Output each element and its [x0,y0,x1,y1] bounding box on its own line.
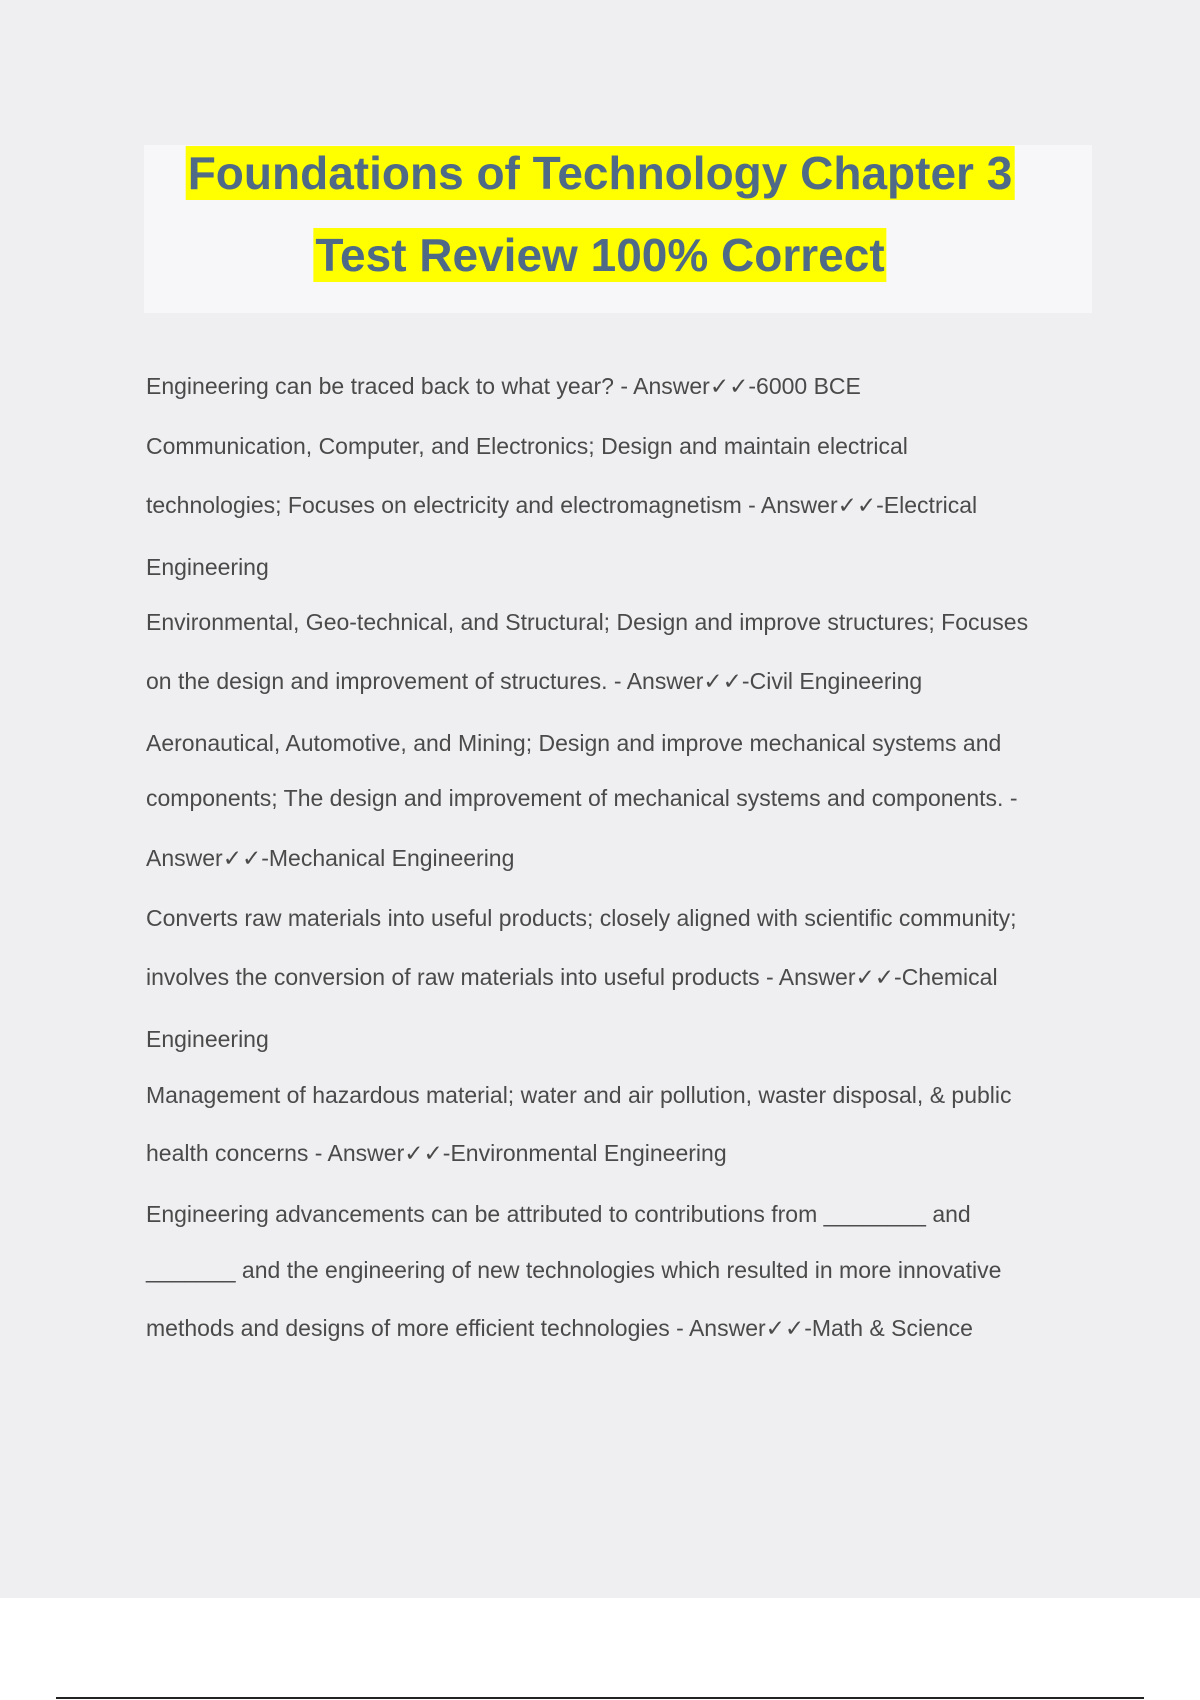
text-line: _______ and the engineering of new technologies which resulted in more innovative [146,1257,1002,1283]
text-line: health concerns - Answer✓✓-Environmental Engineering [146,1140,727,1166]
text-line: Management of hazardous material; water and air pollution, waster disposal, & public [146,1082,1012,1108]
text-line: Environmental, Geo-technical, and Structural; Design and improve structures; Focuses [146,609,1029,635]
text-line: Engineering [146,1026,269,1052]
text-line: Engineering [146,554,269,580]
footer-divider [56,1697,1144,1699]
text-line: Answer✓✓-Mechanical Engineering [146,845,515,871]
text-line: Engineering advancements can be attributed to contributions from ________ and [146,1201,971,1227]
text-line: technologies; Focuses on electricity and electromagnetism - Answer✓✓-Electrical [146,492,978,518]
document-title-line-1: Foundations of Technology Chapter 3 [187,147,1013,199]
text-line: Aeronautical, Automotive, and Mining; Design and improve mechanical systems and [146,730,1002,756]
document-title-line-2: Test Review 100% Correct [315,229,885,281]
text-line: Engineering can be traced back to what year? - Answer✓✓-6000 BCE [146,373,861,399]
text-line: on the design and improvement of structures. - Answer✓✓-Civil Engineering [146,668,923,694]
text-line: components; The design and improvement of mechanical systems and components. - [146,785,1018,811]
text-line: involves the conversion of raw materials into useful products - Answer✓✓-Chemical [146,964,998,990]
text-line: methods and designs of more efficient technologies - Answer✓✓-Math & Science [146,1315,973,1341]
text-line: Communication, Computer, and Electronics; Design and maintain electrical [146,433,908,459]
text-line: Converts raw materials into useful products; closely aligned with scientific community; [146,905,1017,931]
